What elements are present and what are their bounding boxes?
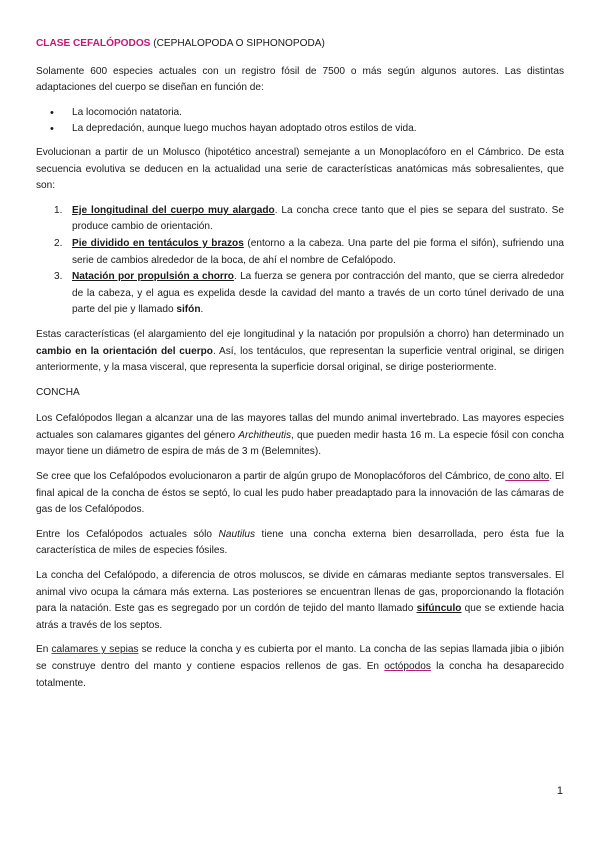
paragraph-text: Se cree que los Cefalópodos evolucionaron a partir de algún grupo de Monoplacóforos del Cámbrico, de <box>36 471 506 483</box>
paragraph-text: , que pueden medir hasta 16 m. La especie fósil con concha mayor tiene un diámetro de espira de más de 3 m (Belemnites). <box>36 429 564 458</box>
intro-paragraph: Solamente 600 especies actuales con un registro fósil de 7500 o más según algunos autores. Las distintas adaptaciones del cuerpo se diseñan en función de: <box>36 65 564 94</box>
feature-heading: Natación por propulsión a chorro <box>72 271 234 283</box>
sifon-term: sifón <box>176 304 201 316</box>
paragraph-text: . El final apical de la concha de éstos se septó, lo cual les pudo haber preadaptado para la innovación de las cámaras de gas de los Cefalópodos. <box>36 471 564 516</box>
paragraph-text: que se extiende hacia atrás a través de los septos. <box>36 603 564 631</box>
sifunculo-term: sifúnculo <box>416 603 462 615</box>
document-page <box>36 36 564 700</box>
paragraph-text: En <box>36 644 52 656</box>
paragraph-text: se reduce la concha y es cubierta por el manto. La concha de las sepias llamada jibia o jibión se construye dentro del manto y contiene espacios rellenos de gas. En <box>36 644 564 672</box>
octopodos-link[interactable]: octópodos <box>384 661 431 672</box>
cono-alto-link[interactable]: cono alto <box>505 471 550 483</box>
summary-paragraph <box>36 327 564 377</box>
summary-text: Estas características (el alargamiento del eje longitudinal y la natación por propulsión a chorro) han determinado un <box>36 328 564 340</box>
summary-bold: cambio en la orientación del cuerpo <box>36 345 213 357</box>
paragraph-text: Entre los Cefalópodos actuales sólo <box>36 528 219 540</box>
title-subtitle: (CEPHALOPODA O SIPHONOPODA) <box>150 38 325 49</box>
list-number: 3. <box>54 271 63 283</box>
concha-paragraph-3 <box>36 527 564 560</box>
summary-text-end: . Así, los tentáculos, que representan la superficie ventral original, se dirigen anteriormente, y la masa visceral, que representa la superficie dorsal original, se dirige posteriormente. <box>36 345 564 374</box>
section-heading: CONCHA <box>36 386 80 398</box>
paragraph-text: Los Cefalópodos llegan a alcanzar una de las mayores tallas del mundo animal invertebrado. Las mayores especies actuales son calamares gigantes del género <box>36 413 564 441</box>
feature-text: (entorno a la cabeza. Una parte del pie forma el sifón), sufriendo una serie de cambios alrededor de la boca, de ahí el nombre de Cefalópodo. <box>72 237 564 266</box>
evolution-paragraph: Evolucionan a partir de un Molusco (hipotético ancestral) semejante a un Monoplacóforo en el Cámbrico. De esta secuencia evolutiva se deducen en la actualidad una serie de características anatómicas más sobresalientes, que son: <box>36 146 564 192</box>
features-list <box>36 203 564 319</box>
adaptation-list <box>36 105 564 138</box>
list-item: • La locomoción natatoria. <box>36 105 564 122</box>
page-number: 1 <box>556 785 563 797</box>
calamares-sepias-link[interactable]: calamares y sepias <box>51 644 139 656</box>
paragraph-text: la concha ha desaparecido totalmente. <box>36 661 564 689</box>
genus-name: Architheutis <box>238 429 292 441</box>
concha-paragraph-2 <box>36 469 564 519</box>
list-item <box>36 269 564 319</box>
concha-paragraph-1 <box>36 411 564 461</box>
concha-paragraph-5 <box>36 642 564 692</box>
feature-heading: Pie dividido en tentáculos y brazos <box>72 237 244 249</box>
paragraph-text: tiene una concha externa bien desarrollada, pero ésta fue la característica de miles de especies fósiles. <box>36 528 564 557</box>
list-number: 2. <box>54 237 63 249</box>
genus-name: Nautilus <box>218 528 256 540</box>
paragraph-text: La concha del Cefalópodo, a diferencia de otros moluscos, se divide en cámaras mediante septos transversales. El animal vivo ocupa la cámara más externa. Las posteriores se encuentran llenas de gas, proporcionando la flotación para la natación. Este gas es segregado por un cordón de tejido del manto llamado <box>36 570 564 615</box>
list-item <box>36 203 564 236</box>
list-number: 1. <box>54 204 63 216</box>
document-title <box>36 36 564 53</box>
feature-text: . La fuerza se genera por contracción del manto, que se cierra alrededor de la cabeza, y el agua es expelida desde la cavidad del manto a través de un corto túnel derivado de una parte del pie y llamado <box>72 271 564 316</box>
title-accent: CLASE CEFALÓPODOS <box>36 38 151 49</box>
feature-heading: Eje longitudinal del cuerpo muy alargado <box>72 204 275 216</box>
concha-paragraph-4 <box>36 568 564 634</box>
feature-text: . La concha crece tanto que el pies se separa del sustrato. Se produce cambio de orientación. <box>72 204 564 233</box>
feature-text-end: . <box>200 304 204 316</box>
list-item: • La depredación, aunque luego muchos hayan adoptado otros estilos de vida. <box>36 121 564 138</box>
list-item <box>36 236 564 269</box>
